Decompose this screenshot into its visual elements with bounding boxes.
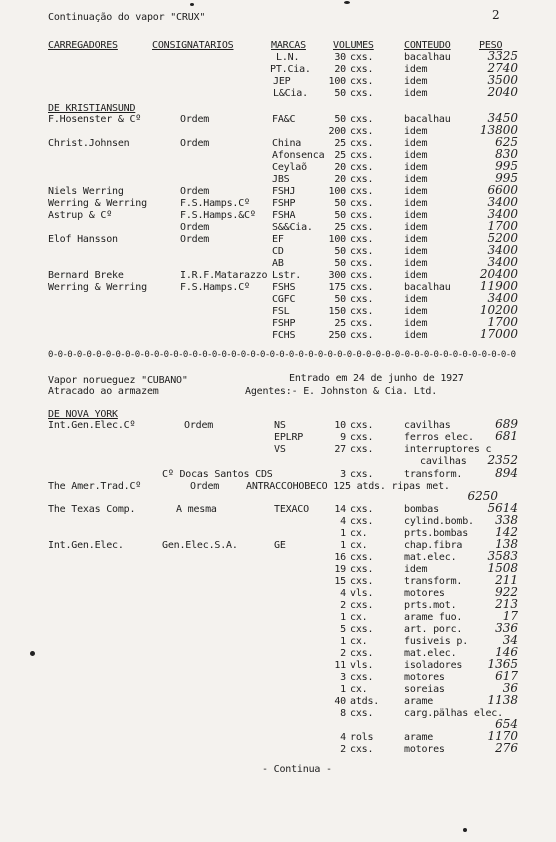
qty-cell: 3 <box>340 469 346 480</box>
content-cell: idem <box>404 64 428 75</box>
volume-cell: cxs. <box>350 306 374 317</box>
content-cell: idem <box>404 162 428 173</box>
volume-cell: cx. <box>350 612 368 623</box>
volume-cell: cxs. <box>350 64 374 75</box>
qty-cell: 5 <box>340 624 346 635</box>
volume-cell: cxs. <box>350 150 374 161</box>
qty-cell: 50 <box>334 210 346 221</box>
weight-cell: 11900 <box>479 279 518 293</box>
qty-cell: 27 <box>334 444 346 455</box>
weight-cell: 3400 <box>487 243 518 257</box>
weight-cell: 138 <box>495 537 518 551</box>
content-cell: cavilhas <box>404 420 451 431</box>
content-cell: transform. <box>404 469 463 480</box>
mark-cell: PT.Cia. <box>270 64 311 75</box>
volume-cell: cxs. <box>350 162 374 173</box>
mark-cell: CD <box>272 246 284 257</box>
weight-cell: 3500 <box>487 73 518 87</box>
consignee-cell: Gen.Elec.S.A. <box>162 540 238 551</box>
ink-speck <box>190 3 194 6</box>
content-cell: arame <box>404 696 434 707</box>
qty-cell: 9 <box>340 432 346 443</box>
qty-cell: 25 <box>334 222 346 233</box>
shipper-cell: Int.Gen.Elec.Cº <box>48 420 136 431</box>
volume-cell: cxs. <box>350 198 374 209</box>
weight-cell: 922 <box>495 585 518 599</box>
qty-cell: 14 <box>334 504 346 515</box>
weight-cell: 894 <box>495 466 518 480</box>
content-cell: idem <box>404 198 428 209</box>
volume-cell: cx. <box>350 684 368 695</box>
content-cell: idem <box>404 88 428 99</box>
consignee-cell: Ordem <box>180 186 210 197</box>
content-cell: bacalhau <box>404 114 451 125</box>
shipper-cell: The Amer.Trad.Cº <box>48 481 142 492</box>
content-cell: ferros elec. <box>404 432 474 443</box>
weight-cell: 3325 <box>487 49 518 63</box>
content-cell: isoladores <box>404 660 463 671</box>
volume-cell: cxs. <box>350 258 374 269</box>
volume-cell: cxs. <box>350 516 374 527</box>
content-cell: transform. <box>404 576 463 587</box>
atracado-line: Atracado ao armazem <box>48 386 159 397</box>
content-cell: motores <box>404 744 445 755</box>
volume-cell: cxs. <box>350 469 374 480</box>
content-cell: bacalhau <box>404 282 451 293</box>
weight-cell: 681 <box>495 429 518 443</box>
consignee-cell: A mesma <box>176 504 217 515</box>
volume-cell: cxs. <box>350 186 374 197</box>
weight-cell: 13800 <box>479 123 518 137</box>
shipper-cell: Int.Gen.Elec. <box>48 540 124 551</box>
shipper-cell: Werring & Werring <box>48 282 147 293</box>
volume-cell: cxs. <box>350 600 374 611</box>
weight-cell: 654 <box>495 717 518 731</box>
qty-cell: 1 <box>340 636 346 647</box>
qty-cell: 25 <box>334 138 346 149</box>
volume-cell: cxs. <box>350 270 374 281</box>
mark-cell: CGFC <box>272 294 296 305</box>
volume-cell: cxs. <box>350 126 374 137</box>
weight-cell: 995 <box>495 159 518 173</box>
ink-speck <box>344 1 350 4</box>
weight-cell: 1138 <box>487 693 518 707</box>
agentes-line: Agentes:- E. Johnston & Cia. Ltd. <box>245 386 438 397</box>
ink-speck <box>30 651 35 656</box>
volume-cell: cxs. <box>350 174 374 185</box>
weight-cell: 3400 <box>487 195 518 209</box>
qty-cell: 1 <box>340 684 346 695</box>
volume-cell: cxs. <box>350 210 374 221</box>
volume-cell: rols <box>350 732 374 743</box>
content-cell: arame fuo. <box>404 612 463 623</box>
volume-cell: cxs. <box>350 52 374 63</box>
content-cell: mat.elec. <box>404 552 457 563</box>
qty-cell: 300 <box>328 270 346 281</box>
qty-cell: 50 <box>334 198 346 209</box>
mark-cell: JEP <box>273 76 291 87</box>
mark-cell: EPLRP <box>274 432 304 443</box>
weight-cell: 146 <box>495 645 518 659</box>
header-conteudo: CONTEUDO <box>404 40 451 51</box>
volume-cell: vls. <box>350 588 374 599</box>
qty-cell: 2 <box>340 600 346 611</box>
content-cell: idem <box>404 234 428 245</box>
volume-cell: cx. <box>350 540 368 551</box>
document-title: Continuação do vapor "CRUX" <box>48 12 206 23</box>
qty-cell: 50 <box>334 258 346 269</box>
weight-cell: 276 <box>495 741 518 755</box>
volume-cell: cxs. <box>350 444 374 455</box>
consignee-cell: Ordem <box>180 234 210 245</box>
mark-cell: JBS <box>272 174 290 185</box>
content-cell: idem <box>404 126 428 137</box>
volume-cell: cxs. <box>350 552 374 563</box>
mark-cell: NS <box>274 420 286 431</box>
header-peso: PESO <box>479 40 503 51</box>
weight-cell: 617 <box>495 669 518 683</box>
weight-cell: 5614 <box>487 501 518 515</box>
content-cell: prts.mot. <box>404 600 457 611</box>
volume-cell: cxs. <box>350 282 374 293</box>
weight-cell: 830 <box>495 147 518 161</box>
mark-cell: AB <box>272 258 284 269</box>
amer-trad-description: ANTRACCOHOBECO 125 atds. ripas met. <box>246 481 450 492</box>
vapor-line: Vapor norueguez "CUBANO" <box>48 375 188 386</box>
shipper-cell: Christ.Johnsen <box>48 138 130 149</box>
weight-cell: 1170 <box>487 729 518 743</box>
header-marcas: MARCAS <box>271 40 306 51</box>
ink-speck <box>463 828 467 832</box>
shipper-cell: Elof Hansson <box>48 234 118 245</box>
qty-cell: 4 <box>340 732 346 743</box>
content-cell: art. porc. <box>404 624 463 635</box>
weight-cell: 211 <box>495 573 518 587</box>
volume-cell: cx. <box>350 528 368 539</box>
weight-cell: 625 <box>495 135 518 149</box>
weight-cell: 2040 <box>487 85 518 99</box>
volume-cell: vls. <box>350 660 374 671</box>
volume-cell: atds. <box>350 696 380 707</box>
content-cell: idem <box>404 270 428 281</box>
qty-cell: 100 <box>328 186 346 197</box>
qty-cell: 150 <box>328 306 346 317</box>
consignee-cell: F.S.Hamps.Cº <box>180 198 250 209</box>
qty-cell: 50 <box>334 294 346 305</box>
content-cell: motores <box>404 588 445 599</box>
volume-cell: cxs. <box>350 318 374 329</box>
volume-cell: cxs. <box>350 420 374 431</box>
volume-cell: cxs. <box>350 222 374 233</box>
content-cell: idem <box>404 76 428 87</box>
content-cell: idem <box>404 318 428 329</box>
content-cell: idem <box>404 222 428 233</box>
weight-cell: 213 <box>495 597 518 611</box>
mark-cell: EF <box>272 234 284 245</box>
shipper-cell: Niels Werring <box>48 186 124 197</box>
weight-cell: 2740 <box>487 61 518 75</box>
volume-cell: cxs. <box>350 88 374 99</box>
shipper-cell: F.Hosenster & Cº <box>48 114 142 125</box>
mark-cell: FA&C <box>272 114 296 125</box>
page-number: 2 <box>492 8 500 22</box>
consignee-cell: I.R.F.Matarazzo <box>180 270 268 281</box>
mark-cell: Afonsenca <box>272 150 325 161</box>
weight-cell: 995 <box>495 171 518 185</box>
qty-cell: 19 <box>334 564 346 575</box>
content-cell: carg.pälhas elec. <box>404 708 503 719</box>
mark-cell: FSL <box>272 306 290 317</box>
qty-cell: 11 <box>334 660 346 671</box>
content-cell: idem <box>404 174 428 185</box>
content-cell: mat.elec. <box>404 648 457 659</box>
content-cell: idem <box>404 294 428 305</box>
weight-cell: 34 <box>502 633 518 647</box>
entrado-line: Entrado em 24 de junho de 1927 <box>289 373 464 384</box>
docas-line: Cº Docas Santos CDS <box>162 469 273 480</box>
qty-cell: 250 <box>328 330 346 341</box>
mark-cell: TEXACO <box>274 504 309 515</box>
mark-cell: FSHS <box>272 282 296 293</box>
qty-cell: 4 <box>340 588 346 599</box>
mark-cell: FSHP <box>272 198 296 209</box>
volume-cell: cxs. <box>350 576 374 587</box>
mark-cell: L&Cia. <box>273 88 308 99</box>
volume-cell: cxs. <box>350 432 374 443</box>
header-carregadores: CARREGADORES <box>48 40 118 51</box>
content-cell: cavilhas <box>420 456 467 467</box>
qty-cell: 175 <box>328 282 346 293</box>
volume-cell: cxs. <box>350 76 374 87</box>
mark-cell: FCHS <box>272 330 296 341</box>
weight-cell: 2352 <box>487 453 518 467</box>
shipper-cell: Astrup & Cº <box>48 210 113 221</box>
volume-cell: cxs. <box>350 744 374 755</box>
separator-line: 0-0-0-0-0-0-0-0-0-0-0-0-0-0-0-0-0-0-0-0-0-0-0-0-0-0-0-0-0-0-0-0-0-0-0-0-0-0-0-0-0-0-0-0-0-0-0-0-0 <box>48 350 516 360</box>
qty-cell: 1 <box>340 528 346 539</box>
qty-cell: 8 <box>340 708 346 719</box>
weight-cell: 10200 <box>479 303 518 317</box>
consignee-cell: Ordem <box>180 114 210 125</box>
content-cell: cylind.bomb. <box>404 516 474 527</box>
mark-cell: Lstr. <box>272 270 302 281</box>
consignee-cell: F.S.Hamps.&Cº <box>180 210 256 221</box>
content-cell: idem <box>404 150 428 161</box>
weight-cell: 6600 <box>487 183 518 197</box>
qty-cell: 20 <box>334 162 346 173</box>
volume-cell: cx. <box>350 636 368 647</box>
content-cell: motores <box>404 672 445 683</box>
qty-cell: 25 <box>334 318 346 329</box>
volume-cell: cxs. <box>350 138 374 149</box>
consignee-cell: Ordem <box>184 420 214 431</box>
weight-cell: 1508 <box>487 561 518 575</box>
consignee-cell: Ordem <box>190 481 220 492</box>
weight-cell: 6250 <box>467 489 498 503</box>
content-cell: idem <box>404 306 428 317</box>
volume-cell: cxs. <box>350 294 374 305</box>
content-cell: bacalhau <box>404 52 451 63</box>
mark-cell: VS <box>274 444 286 455</box>
weight-cell: 17 <box>502 609 518 623</box>
weight-cell: 1700 <box>487 315 518 329</box>
section-title-nova-york: DE NOVA YORK <box>48 409 118 420</box>
weight-cell: 3583 <box>487 549 518 563</box>
volume-cell: cxs. <box>350 234 374 245</box>
weight-cell: 36 <box>502 681 518 695</box>
content-cell: idem <box>404 246 428 257</box>
qty-cell: 25 <box>334 150 346 161</box>
qty-cell: 10 <box>334 420 346 431</box>
content-cell: arame <box>404 732 434 743</box>
weight-cell: 338 <box>495 513 518 527</box>
qty-cell: 2 <box>340 744 346 755</box>
weight-cell: 5200 <box>487 231 518 245</box>
mark-cell: FSHP <box>272 318 296 329</box>
continua-footer: - Continua - <box>262 764 332 775</box>
content-cell: idem <box>404 564 428 575</box>
content-cell: interruptores c <box>404 444 492 455</box>
qty-cell: 4 <box>340 516 346 527</box>
qty-cell: 16 <box>334 552 346 563</box>
section-title-kristiansund: DE KRISTIANSUND <box>48 103 136 114</box>
weight-cell: 3400 <box>487 207 518 221</box>
weight-cell: 3400 <box>487 291 518 305</box>
volume-cell: cxs. <box>350 624 374 635</box>
content-cell: bombas <box>404 504 439 515</box>
qty-cell: 1 <box>340 612 346 623</box>
qty-cell: 50 <box>334 114 346 125</box>
qty-cell: 50 <box>334 88 346 99</box>
weight-cell: 1700 <box>487 219 518 233</box>
weight-cell: 3400 <box>487 255 518 269</box>
volume-cell: cxs. <box>350 246 374 257</box>
content-cell: idem <box>404 258 428 269</box>
weight-cell: 336 <box>495 621 518 635</box>
content-cell: prts.bombas <box>404 528 469 539</box>
volume-cell: cxs. <box>350 504 374 515</box>
weight-cell: 689 <box>495 417 518 431</box>
mark-cell: FSHA <box>272 210 296 221</box>
volume-cell: cxs. <box>350 564 374 575</box>
qty-cell: 15 <box>334 576 346 587</box>
qty-cell: 40 <box>334 696 346 707</box>
shipper-cell: The Texas Comp. <box>48 504 136 515</box>
mark-cell: China <box>272 138 302 149</box>
mark-cell: GE <box>274 540 286 551</box>
consignee-cell: Ordem <box>180 222 210 233</box>
shipper-cell: Werring & Werring <box>48 198 147 209</box>
weight-cell: 1365 <box>487 657 518 671</box>
volume-cell: cxs. <box>350 708 374 719</box>
consignee-cell: F.S.Hamps.Cº <box>180 282 250 293</box>
volume-cell: cxs. <box>350 672 374 683</box>
weight-cell: 3450 <box>487 111 518 125</box>
qty-cell: 20 <box>334 174 346 185</box>
mark-cell: L.N. <box>276 52 300 63</box>
qty-cell: 100 <box>328 76 346 87</box>
header-volumes: VOLUMES <box>333 40 374 51</box>
volume-cell: cxs. <box>350 330 374 341</box>
content-cell: chap.fibra <box>404 540 463 551</box>
mark-cell: FSHJ <box>272 186 296 197</box>
volume-cell: cxs. <box>350 114 374 125</box>
qty-cell: 30 <box>334 52 346 63</box>
qty-cell: 200 <box>328 126 346 137</box>
content-cell: idem <box>404 330 428 341</box>
qty-cell: 20 <box>334 64 346 75</box>
mark-cell: S&&Cia. <box>272 222 313 233</box>
qty-cell: 3 <box>340 672 346 683</box>
qty-cell: 2 <box>340 648 346 659</box>
content-cell: idem <box>404 138 428 149</box>
qty-cell: 100 <box>328 234 346 245</box>
content-cell: idem <box>404 186 428 197</box>
weight-cell: 20400 <box>479 267 518 281</box>
content-cell: idem <box>404 210 428 221</box>
weight-cell: 17000 <box>479 327 518 341</box>
mark-cell: Ceylaõ <box>272 162 307 173</box>
header-consignatarios: CONSIGNATARIOS <box>152 40 234 51</box>
qty-cell: 50 <box>334 246 346 257</box>
content-cell: soreias <box>404 684 445 695</box>
weight-cell: 142 <box>495 525 518 539</box>
shipper-cell: Bernard Breke <box>48 270 124 281</box>
volume-cell: cxs. <box>350 648 374 659</box>
content-cell: fusiveis p. <box>404 636 469 647</box>
qty-cell: 1 <box>340 540 346 551</box>
consignee-cell: Ordem <box>180 138 210 149</box>
